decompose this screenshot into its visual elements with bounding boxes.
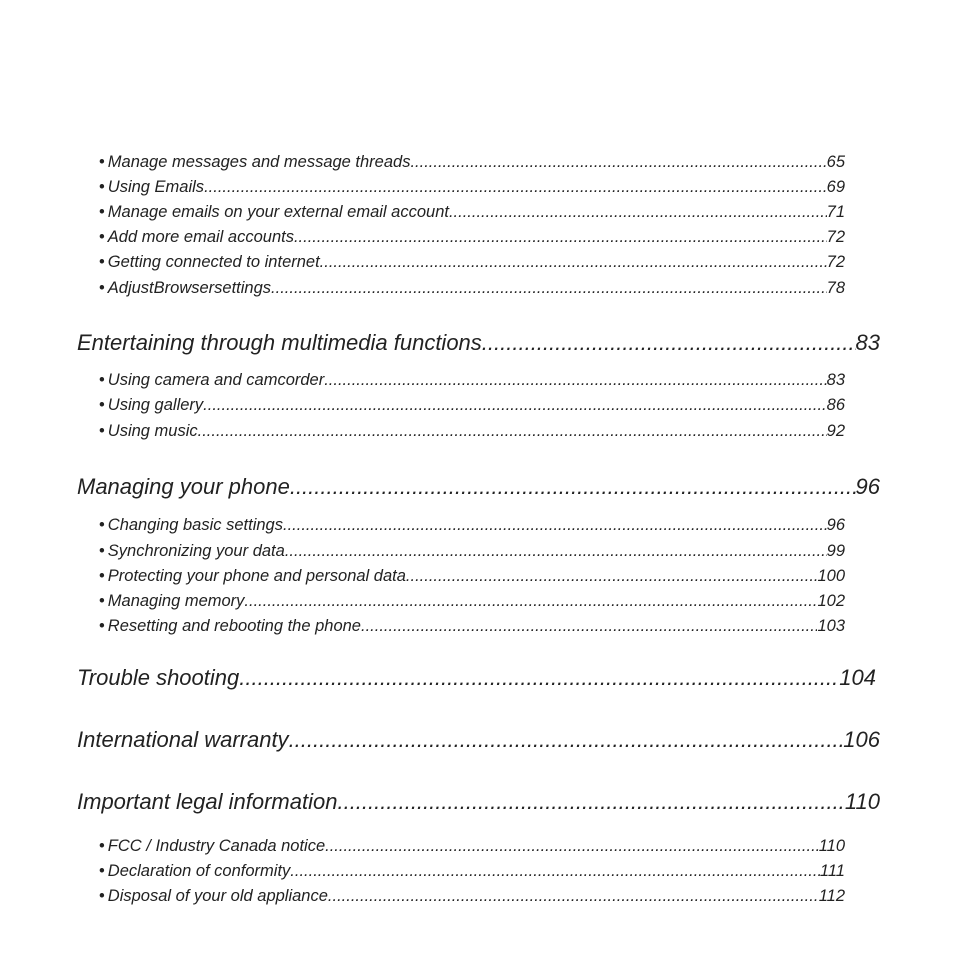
bullet: • [99,203,105,221]
toc-entry-label: Managing memory [107,592,245,610]
toc-section-page: 110 [844,789,880,814]
dot-leader [325,835,819,857]
toc-section-page: 83 [855,330,880,355]
toc-entry[interactable] [99,835,845,857]
dot-leader [198,420,827,442]
toc-entry[interactable] [99,176,845,198]
toc-section-label: Important legal information [77,789,338,814]
toc-section-managing[interactable] [77,472,880,502]
dot-leader [239,663,839,693]
toc-entry-page: 72 [826,228,845,246]
toc-entry-page: 99 [826,542,845,560]
toc-section-page: 104 [839,665,876,690]
toc-entry[interactable] [99,151,845,173]
toc-section-page: 106 [843,727,880,752]
bullet: • [99,887,105,905]
toc-entry-page: 78 [826,279,845,297]
dot-leader [203,394,826,416]
toc-entry-label: Using music [107,422,198,440]
dot-leader [283,514,827,536]
toc-entry-label: Using Emails [107,178,205,196]
toc-entry-page: 112 [818,887,845,905]
toc-entry-page: 72 [826,253,845,271]
toc-section-legal[interactable] [77,787,880,817]
toc-section-label: Managing your phone [77,474,290,499]
bullet: • [99,862,105,880]
toc-section-page: 96 [855,474,880,499]
bullet: • [99,617,105,635]
dot-leader [337,787,844,817]
toc-entry[interactable] [99,514,845,536]
dot-leader [410,151,826,173]
dot-leader [361,615,817,637]
dot-leader [271,277,827,299]
toc-section-label: Entertaining through multimedia functions [77,330,482,355]
bullet: • [99,422,105,440]
dot-leader [324,369,826,391]
toc-entry-label: Protecting your phone and personal data [107,567,406,585]
dot-leader [204,176,827,198]
bullet: • [99,837,105,855]
dot-leader [285,540,827,562]
bullet: • [99,253,105,271]
dot-leader [289,725,844,755]
bullet: • [99,228,105,246]
bullet: • [99,153,105,171]
toc-entry-label: Disposal of your old appliance [107,887,328,905]
toc-entry-page: 69 [826,178,845,196]
bullet: • [99,178,105,196]
toc-entry-page: 65 [826,153,845,171]
toc-entry[interactable] [99,226,845,248]
bullet: • [99,542,105,560]
toc-entry-page: 92 [826,422,845,440]
toc-entry[interactable] [99,369,845,391]
toc-entry-label: Resetting and rebooting the phone [107,617,361,635]
toc-entry[interactable] [99,420,845,442]
toc-section-multimedia[interactable] [77,328,880,358]
toc-entry-label: FCC / Industry Canada notice [107,837,326,855]
toc-entry-page: 86 [826,396,845,414]
bullet: • [99,592,105,610]
toc-entry[interactable] [99,885,845,907]
toc-entry-label: Manage messages and message threads [107,153,411,171]
toc-entry-label: Getting connected to internet [107,253,320,271]
toc-entry-page: 83 [826,371,845,389]
toc-entry-page: 100 [817,567,845,585]
toc-entry-page: 96 [826,516,845,534]
toc-entry-label: Using camera and camcorder [107,371,325,389]
toc-section-warranty[interactable] [77,725,880,755]
toc-entry[interactable] [99,615,845,637]
dot-leader [449,201,827,223]
dot-leader [294,226,827,248]
dot-leader [290,472,856,502]
toc-entry[interactable] [99,394,845,416]
toc-entry-label: Add more email accounts [107,228,294,246]
bullet: • [99,371,105,389]
toc-entry-label: AdjustBrowsersettings [107,279,272,297]
dot-leader [328,885,819,907]
toc-entry[interactable] [99,565,845,587]
bullet: • [99,279,105,297]
toc-entry[interactable] [99,277,845,299]
toc-entry[interactable] [99,540,845,562]
toc-section-label: Trouble shooting [77,665,240,690]
toc-entry-label: Synchronizing your data [107,542,285,560]
bullet: • [99,567,105,585]
toc-entry-page: 110 [818,837,845,855]
toc-entry-label: Using gallery [107,396,204,414]
dot-leader [244,590,817,612]
toc-entry-page: 71 [826,203,845,221]
toc-entry[interactable] [99,201,845,223]
toc-entry-label: Declaration of conformity [107,862,291,880]
dot-leader [406,565,818,587]
toc-entry[interactable] [99,860,845,882]
toc-entry-label: Changing basic settings [107,516,283,534]
toc-entry-page: 111 [819,862,845,880]
toc-entry-page: 103 [817,617,845,635]
dot-leader [290,860,820,882]
toc-entry-label: Manage emails on your external email account [107,203,449,221]
dot-leader [482,328,856,358]
toc-section-trouble-shooting[interactable] [77,663,876,693]
bullet: • [99,516,105,534]
toc-entry[interactable] [99,251,845,273]
bullet: • [99,396,105,414]
toc-section-label: International warranty [77,727,289,752]
toc-entry[interactable] [99,590,845,612]
dot-leader [320,251,827,273]
toc-entry-page: 102 [817,592,845,610]
